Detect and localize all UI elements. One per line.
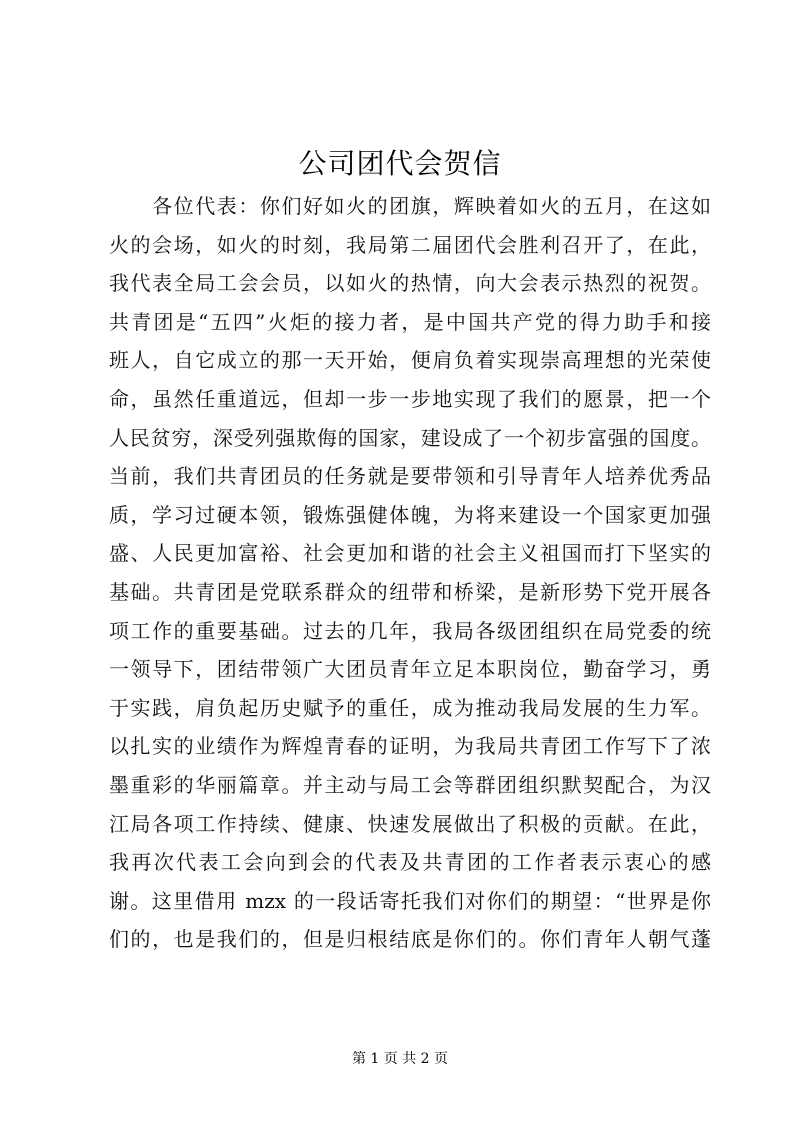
body-line: 于实践，肩负起历史赋予的重任，成为推动我局发展的生力军。 (109, 695, 711, 720)
body-line: 质，学习过硬本领，锻炼强健体魄，为将来建设一个国家更加强 (109, 502, 711, 527)
body-line: 火的会场，如火的时刻，我局第二届团代会胜利召开了，在此， (109, 232, 711, 257)
body-line: 人民贫穷，深受列强欺侮的国家，建设成了一个初步富强的国度。 (109, 425, 711, 450)
body-line: 墨重彩的华丽篇章。并主动与局工会等群团组织默契配合，为汉 (109, 772, 711, 797)
body-line: 项工作的重要基础。过去的几年，我局各级团组织在局党委的统 (109, 618, 711, 643)
body-line: 各位代表：你们好如火的团旗，辉映着如火的五月，在这如 (109, 194, 711, 218)
page-footer: 第 1 页 共 2 页 (351, 1051, 449, 1067)
body-line: 盛、人民更加富裕、社会更加和谐的社会主义祖国而打下坚实的 (109, 541, 711, 566)
body-line: 我再次代表工会向到会的代表及共青团的工作者表示衷心的感 (109, 850, 711, 875)
body-line: 基础。共青团是党联系群众的纽带和桥梁，是新形势下党开展各 (109, 579, 711, 604)
body-line: 班人，自它成立的那一天开始，便肩负着实现崇高理想的光荣使 (109, 348, 711, 373)
body-line: 当前，我们共青团员的任务就是要带领和引导青年人培养优秀品 (109, 464, 711, 489)
body-line: 谢。这里借用 mzx 的一段话寄托我们对你们的期望：“世界是你 (109, 888, 711, 913)
body-line: 共青团是“五四”火炬的接力者，是中国共产党的得力助手和接 (109, 309, 711, 334)
document-body (109, 187, 711, 959)
document-title: 公司团代会贺信 (298, 147, 502, 180)
body-line: 们的，也是我们的，但是归根结底是你们的。你们青年人朝气蓬 (109, 927, 711, 952)
body-line: 命，虽然任重道远，但却一步一步地实现了我们的愿景，把一个 (109, 386, 711, 411)
body-line: 以扎实的业绩作为辉煌青春的证明，为我局共青团工作写下了浓 (109, 734, 711, 759)
body-line: 我代表全局工会会员，以如火的热情，向大会表示热烈的祝贺。 (109, 271, 711, 296)
body-line: 江局各项工作持续、健康、快速发展做出了积极的贡献。在此， (109, 811, 711, 836)
body-line: 一领导下，团结带领广大团员青年立足本职岗位，勤奋学习，勇 (109, 657, 711, 682)
